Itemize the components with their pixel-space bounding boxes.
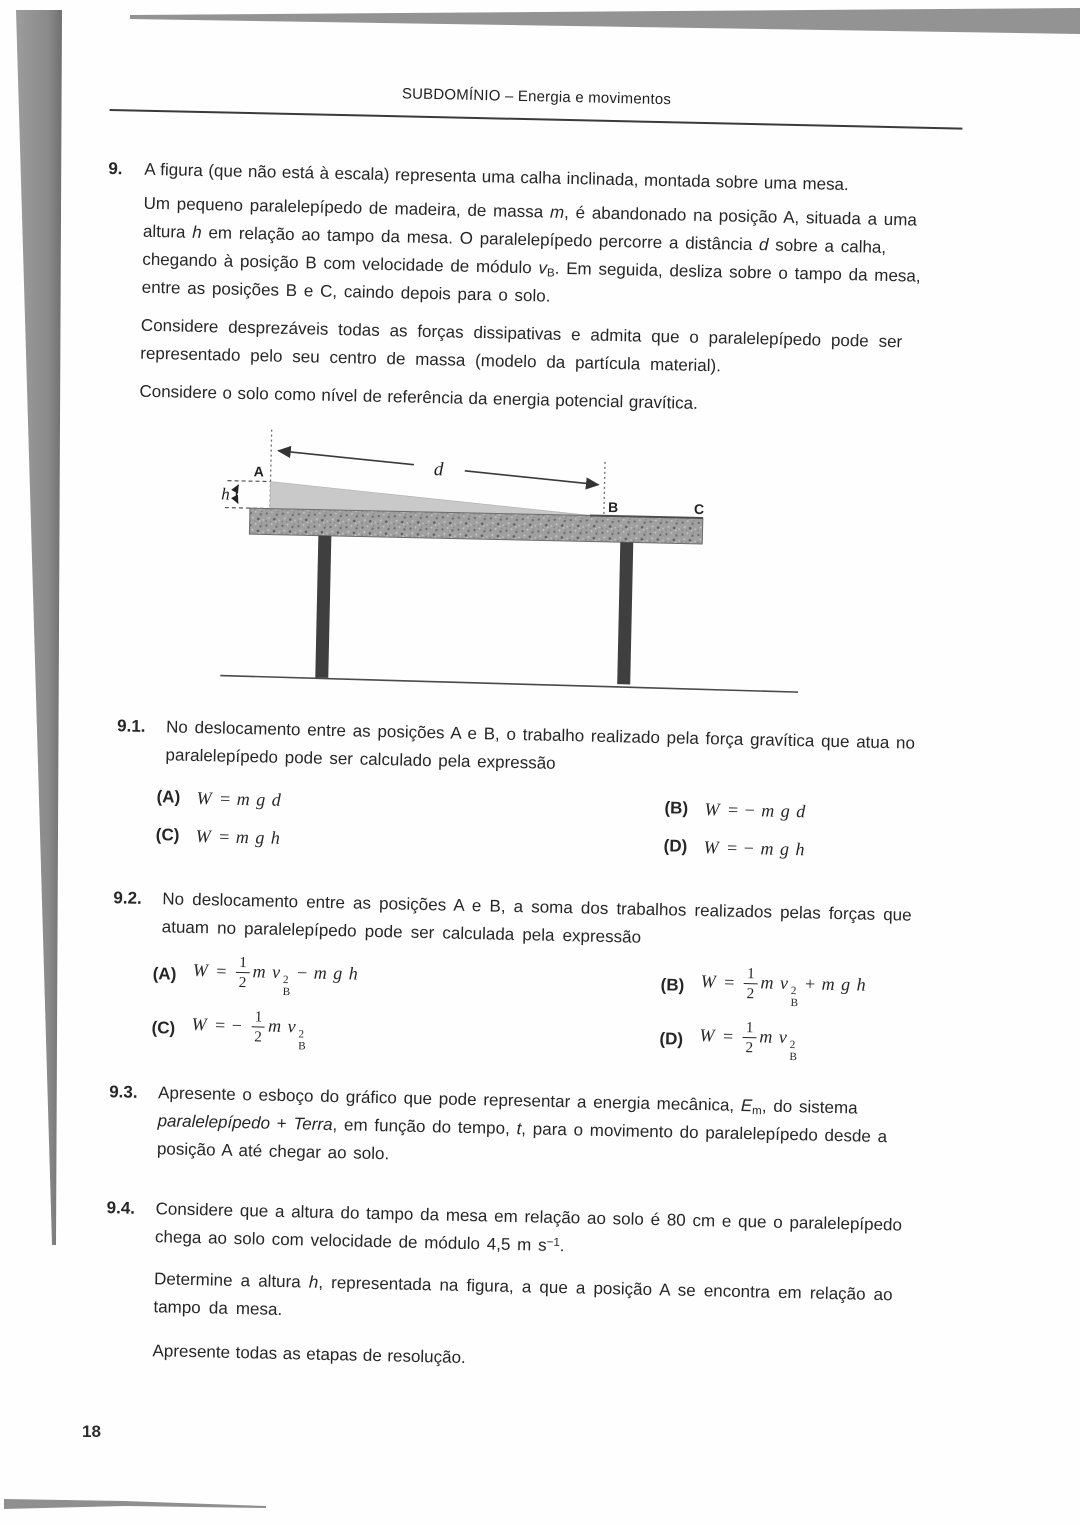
- question-9-number: 9.: [108, 158, 123, 179]
- option-letter: (C): [151, 1018, 176, 1038]
- option-formula: W = $\frac{1}{2}$ m v 2 B + m g h: [700, 965, 866, 1010]
- option-letter: (B): [664, 798, 689, 818]
- page-number: 18: [82, 1422, 101, 1441]
- option-a: [156, 783, 664, 822]
- scan-artifact-spine-shadow: [16, 10, 62, 1245]
- question-9-4-paragraph-3: Apresente todas as etapas de resolução.: [152, 1341, 466, 1367]
- table-leg-left: [315, 536, 331, 678]
- option-formula: W = $\frac{1}{2}$ m v 2 B: [699, 1019, 798, 1064]
- option-letter: (C): [155, 825, 180, 845]
- height-label: h: [221, 484, 230, 504]
- option-c: [151, 1007, 660, 1060]
- option-b: [664, 794, 948, 828]
- option-formula: W = m g h: [195, 826, 281, 848]
- option-letter: (D): [659, 1029, 684, 1049]
- distance-label: d: [433, 459, 444, 481]
- option-d: [663, 832, 947, 866]
- question-9-2-text: No deslocamento entre as posições A e B, a soma dos trabalhos realizados pelas forças que atuam no paralelepípedo pode ser calculada pela expressão: [161, 889, 912, 947]
- option-formula: W = − m g d: [704, 799, 806, 822]
- scan-artifact-bottom-smudge: [4, 1498, 266, 1512]
- question-9-3-text: Apresente o esboço do gráfico que pode representar a energia mecânica, $E_m$, do sistema paralelepípedo + Terra, em função do tempo, t, para o movimento do paralelepípedo desde a posição A até chegar ao solo.: [156, 1083, 888, 1164]
- question-9-paragraph-1: A figura (que não está à escala) representa uma calha inclinada, montada sobre uma mesa.: [144, 159, 849, 195]
- question-9-1-number: 9.1.: [116, 716, 146, 736]
- option-c: [155, 821, 663, 860]
- distance-arrow-right-segment: [465, 471, 599, 485]
- option-a: [152, 953, 661, 1006]
- document-page: [82, 0, 965, 1382]
- question-9: [103, 155, 961, 424]
- figure-svg: [213, 425, 839, 708]
- question-9-4-number: 9.4.: [106, 1198, 136, 1218]
- option-formula: W = − m g h: [703, 837, 805, 860]
- question-9-2-number: 9.2.: [113, 888, 142, 908]
- question-9-4-paragraph-2: Determine a altura h, representada na figura, a que a posição A se encontra em relação ao tampo da mesa.: [153, 1269, 893, 1319]
- question-9-2-body: [151, 885, 945, 1066]
- question-9-4-paragraph-1: Considere que a altura do tampo da mesa em relação ao solo é 80 cm e que o paralelepípedo chega ao solo com velocidade de módulo 4,5 m $s^{-1}$.: [154, 1199, 903, 1256]
- h-dashed-top: [228, 481, 271, 482]
- point-label-C: C: [693, 500, 705, 518]
- table-leg-right: [617, 542, 633, 684]
- option-letter: (D): [663, 836, 688, 856]
- question-9-2-options: [151, 953, 944, 1066]
- question-9-4-body: [152, 1195, 939, 1382]
- question-9-1-text: No deslocamento entre as posições A e B, o trabalho realizado pela força gravítica que atua no paralelepípedo pode ser calculado pela expressão: [165, 717, 916, 773]
- tabletop: [249, 508, 702, 544]
- question-9-3-number: 9.3.: [108, 1082, 138, 1102]
- option-formula: W = $\frac{1}{2}$ m v 2 B − m g h: [192, 954, 358, 999]
- question-9-paragraph-4: Considere o solo como nível de referência da energia potencial gravítica.: [139, 381, 699, 413]
- question-9-2: [89, 884, 945, 1066]
- question-9-paragraph-3: Considere desprezáveis todas as forças dissipativas e admita que o paralelepípedo pode ser representado pelo seu centro de massa (modelo da partícula material).: [140, 315, 903, 376]
- question-9-1-body: [155, 713, 949, 866]
- question-9-3-body: [157, 1079, 942, 1180]
- question-9-1: [94, 712, 950, 867]
- option-b: [660, 964, 944, 1012]
- point-label-A: A: [253, 463, 265, 480]
- option-letter: (B): [660, 975, 685, 995]
- question-9-1-options: [155, 783, 947, 866]
- guide-dotted-line-B: [604, 462, 605, 518]
- point-label-B: B: [607, 498, 619, 516]
- floor-line: [220, 676, 798, 693]
- option-letter: (A): [156, 787, 181, 807]
- figure-ramp-on-table: [213, 425, 956, 720]
- question-9-3: [87, 1078, 942, 1181]
- height-arrow: [236, 485, 238, 504]
- option-formula: W = − $\frac{1}{2}$ m v 2 B: [191, 1008, 306, 1053]
- option-formula: W = m g d: [196, 788, 281, 810]
- question-9-body: [139, 156, 961, 424]
- distance-arrow-left-segment: [278, 451, 414, 465]
- option-letter: (A): [152, 964, 177, 984]
- question-9-4: [82, 1194, 939, 1383]
- question-9-paragraph-2: Um pequeno paralelepípedo de madeira, de massa m, é abandonado na posição A, situada a uma altura h em relação ao tampo da mesa. O paralelepípedo percorre a distância d sobre a calha, chegando à posição B com velocidade de módulo $v_B$. Em seguida, desliza sobre o tampo da mesa, entre as posições B e C, caindo depois para o solo.: [141, 193, 921, 306]
- option-d: [659, 1018, 943, 1066]
- page-header: SUBDOMÍNIO – Energia e movimentos: [401, 85, 672, 109]
